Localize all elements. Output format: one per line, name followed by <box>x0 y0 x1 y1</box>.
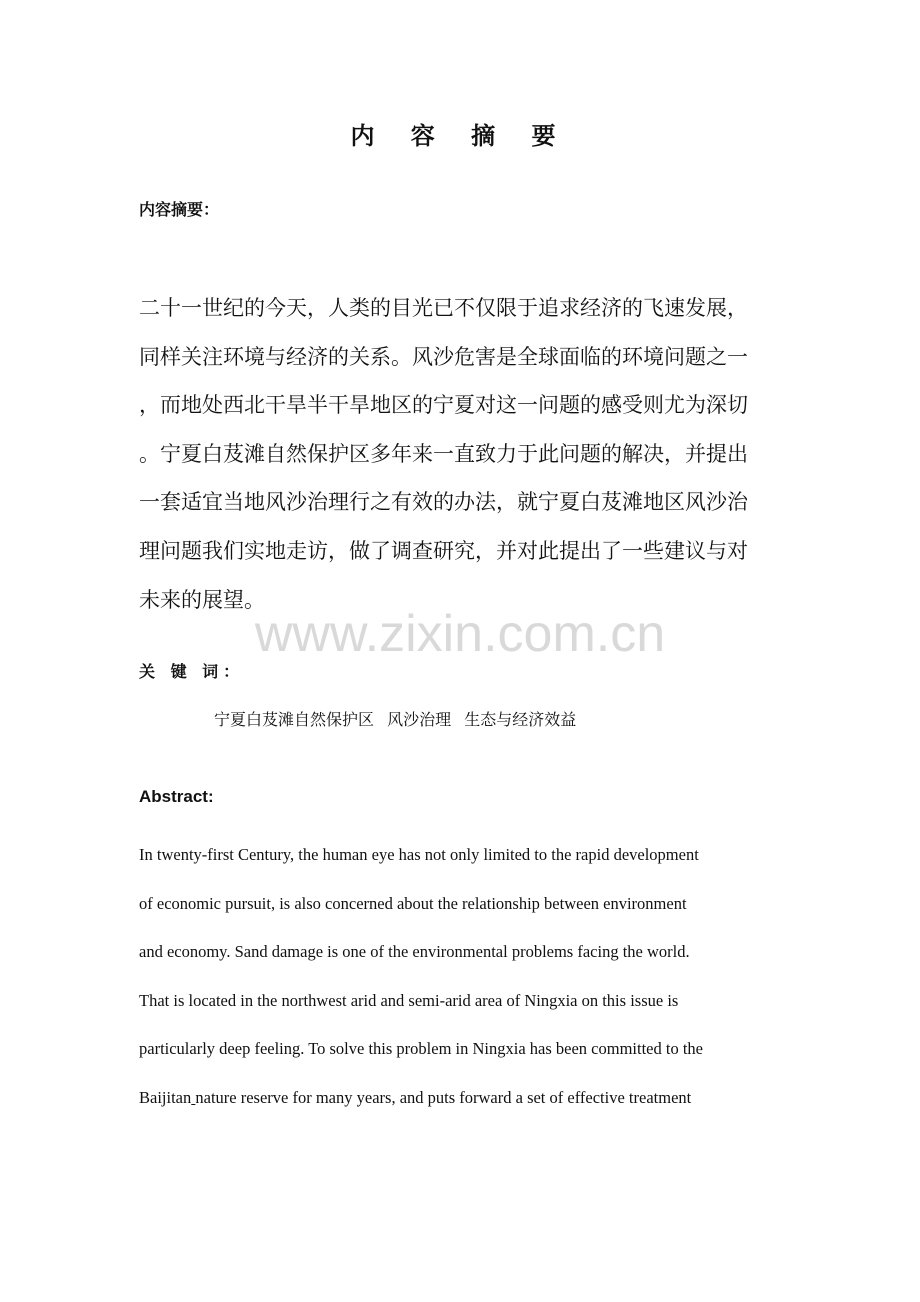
english-abstract-line: In twenty-first Century, the human eye has not only limited to the rapid development <box>139 845 699 864</box>
keyword-item: 生态与经济效益 <box>464 710 577 729</box>
chinese-summary <box>139 284 779 624</box>
english-abstract-line: and economy. Sand damage is one of the environmental problems facing the world. <box>139 942 690 962</box>
abstract-line-rest: nature reserve for many years, and puts forward a set of effective treatment <box>195 1087 692 1107</box>
english-abstract <box>139 831 789 1123</box>
chinese-summary-line: ，而地处西北干旱半干旱地区的宁夏对这一问题的感受则尤为深切 <box>139 393 748 418</box>
english-abstract-line: of economic pursuit, is also concerned about the relationship between environment <box>139 893 687 913</box>
chinese-summary-line: 同样关注环境与经济的关系。风沙危害是全球面临的环境问题之一 <box>139 344 748 369</box>
summary-label: 内容摘要： <box>139 200 220 219</box>
chinese-summary-line: 理问题我们实地走访，做了调查研究，并对此提出了一些建议与对 <box>139 538 748 563</box>
chinese-summary-line: 二十一世纪的今天，人类的目光已不仅限于追求经济的飞速发展， <box>139 296 748 320</box>
english-abstract-line-last <box>139 1074 789 1123</box>
keyword-item: 风沙治理 <box>387 710 452 729</box>
chinese-summary-line: 未来的展望。 <box>139 587 265 612</box>
keywords-label: 关 键 词： <box>139 662 245 681</box>
chinese-summary-line: 。宁夏白芨滩自然保护区多年来一直致力于此问题的解决，并提出 <box>139 441 748 466</box>
abstract-label: Abstract: <box>139 787 214 806</box>
keyword-item: 宁夏白芨滩自然保护区 <box>214 710 375 729</box>
abstract-word-baijitan: Baijitan <box>139 1087 192 1107</box>
keywords-list <box>214 708 584 732</box>
english-abstract-line: That is located in the northwest arid and semi-arid area of Ningxia on this issue is <box>139 990 679 1010</box>
page-title: 内 容 摘 要 <box>350 122 570 150</box>
english-abstract-line: particularly deep feeling. To solve this problem in Ningxia has been committed to the <box>139 1039 703 1059</box>
chinese-summary-line: 一套适宜当地风沙治理行之有效的办法，就宁夏白芨滩地区风沙治 <box>139 490 748 515</box>
watermark: www.zixin.com.cn <box>254 605 666 663</box>
